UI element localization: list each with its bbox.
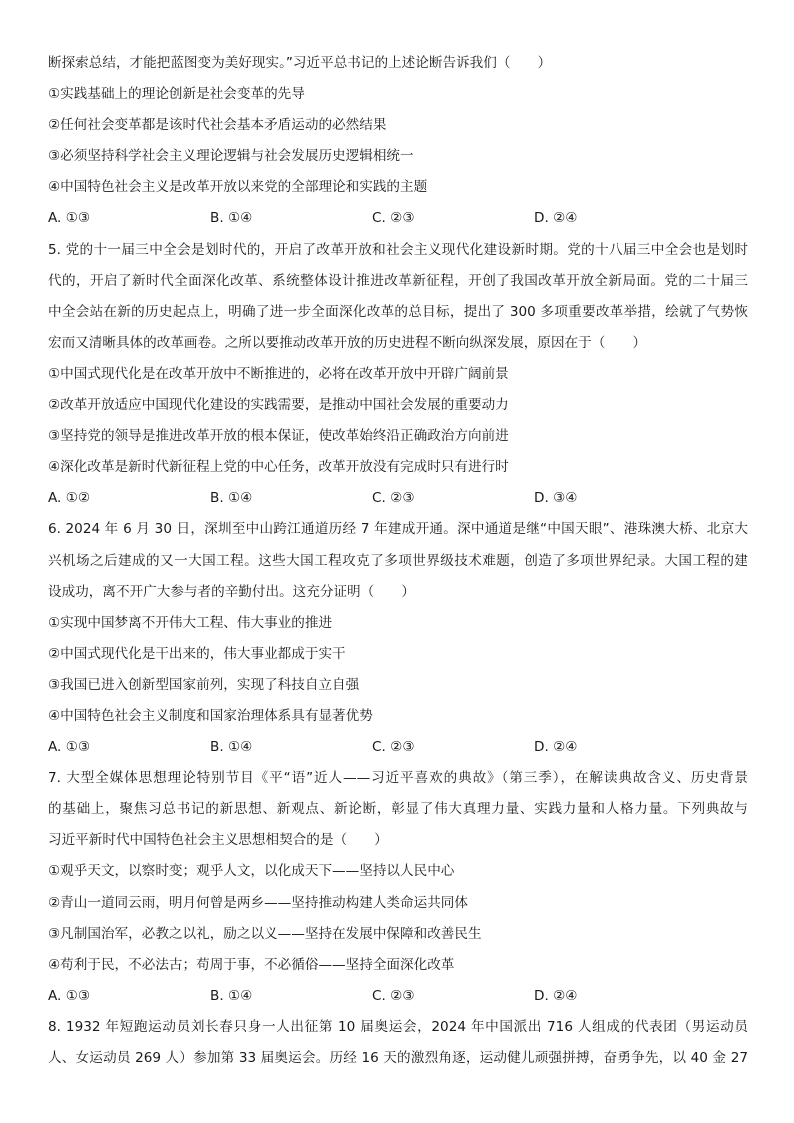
question-7 <box>48 763 748 1012</box>
option-a[interactable]: A. ①③ <box>48 987 91 1004</box>
exam-page <box>48 48 748 1074</box>
question-5 <box>48 235 748 515</box>
statement-2: ②中国式现代化是干出来的，伟大事业都成于实干 <box>48 645 346 662</box>
question-stem-line: 6. 2024 年 6 月 30 日，深圳至中山跨江通道历经 7 年建成开通。深中通道是继“中国天眼”、港珠澳大桥、北京大 <box>48 521 748 538</box>
option-b[interactable]: B. ①④ <box>210 490 253 507</box>
question-stem-line: 的基础上，聚焦习总书记的新思想、新观点、新论断，彰显了伟大真理力量、实践力量和人格力量。下列典故与 <box>48 801 748 818</box>
question-stem-line: 习近平新时代中国特色社会主义思想相契合的是（ ） <box>48 832 388 849</box>
option-d[interactable]: D. ②④ <box>534 210 578 227</box>
option-c[interactable]: C. ②③ <box>372 739 415 756</box>
statement-1: ①观乎天文，以察时变；观乎人文，以化成天下——坚持以人民中心 <box>48 863 455 880</box>
answer-options <box>48 203 748 234</box>
statement-1: ①实现中国梦离不开伟大工程、伟大事业的推进 <box>48 614 333 631</box>
question-stem-line: 代的，开启了新时代全面深化改革、系统整体设计推进改革新征程，开创了我国改革开放全新局面。党的二十届三 <box>48 272 748 289</box>
question-stem-line: 设成功，离不开广大参与者的辛勤付出。这充分证明（ ） <box>48 583 416 600</box>
option-d[interactable]: D. ②④ <box>534 739 578 756</box>
option-c[interactable]: C. ②③ <box>372 987 415 1004</box>
statement-3: ③必须坚持科学社会主义理论逻辑与社会发展历史逻辑相统一 <box>48 148 414 165</box>
option-b[interactable]: B. ①④ <box>210 210 253 227</box>
question-stem-line: 8. 1932 年短跑运动员刘长春只身一人出征第 10 届奥运会，2024 年中国派出 716 人组成的代表团（男运动员 <box>48 1018 748 1035</box>
answer-options <box>48 483 748 514</box>
option-b[interactable]: B. ①④ <box>210 739 253 756</box>
answer-options <box>48 732 748 763</box>
option-c[interactable]: C. ②③ <box>372 490 415 507</box>
question-8 <box>48 1012 748 1074</box>
question-stem-line: 兴机场之后建成的又一大国工程。这些大国工程攻克了多项世界级技术难题，创造了多项世界纪录。大国工程的建 <box>48 552 748 569</box>
answer-options <box>48 981 748 1012</box>
statement-2: ②任何社会变革都是该时代社会基本矛盾运动的必然结果 <box>48 117 387 134</box>
statement-4: ④苟利于民，不必法古；苟周于事，不必循俗——坚持全面深化改革 <box>48 956 455 973</box>
option-d[interactable]: D. ②④ <box>534 987 578 1004</box>
statement-2: ②青山一道同云雨，明月何曾是两乡——坚持推动构建人类命运共同体 <box>48 894 468 911</box>
question-stem-line: 7. 大型全媒体思想理论特别节目《平“语”近人——习近平喜欢的典故》（第三季），在解读典故含义、历史背景 <box>48 770 748 787</box>
statement-1: ①中国式现代化是在改革开放中不断推进的，必将在改革开放中开辟广阔前景 <box>48 365 509 382</box>
statement-3: ③我国已进入创新型国家前列，实现了科技自立自强 <box>48 676 360 693</box>
question-stem-line: 5. 党的十一届三中全会是划时代的，开启了改革开放和社会主义现代化建设新时期。党的十八届三中全会也是划时 <box>48 241 748 258</box>
option-c[interactable]: C. ②③ <box>372 210 415 227</box>
question-stem-line: 断探索总结，才能把蓝图变为美好现实。”习近平总书记的上述论断告诉我们（ ） <box>48 55 552 71</box>
question-stem-line: 人、女运动员 269 人）参加第 33 届奥运会。历经 16 天的激烈角逐，运动健儿顽强拼搏，奋勇争先，以 40 金 27 <box>48 1050 748 1066</box>
option-a[interactable]: A. ①② <box>48 490 91 507</box>
statement-2: ②改革开放适应中国现代化建设的实践需要，是推动中国社会发展的重要动力 <box>48 397 509 414</box>
option-a[interactable]: A. ①③ <box>48 739 91 756</box>
question-6 <box>48 514 748 763</box>
option-a[interactable]: A. ①③ <box>48 210 91 227</box>
statement-4: ④深化改革是新时代新征程上党的中心任务，改革开放没有完成时只有进行时 <box>48 459 509 476</box>
statement-1: ①实践基础上的理论创新是社会变革的先导 <box>48 86 305 103</box>
question-4-continuation <box>48 48 748 235</box>
option-d[interactable]: D. ③④ <box>534 490 578 507</box>
option-b[interactable]: B. ①④ <box>210 987 253 1004</box>
statement-3: ③坚持党的领导是推进改革开放的根本保证，使改革始终沿正确政治方向前进 <box>48 428 509 445</box>
statement-4: ④中国特色社会主义制度和国家治理体系具有显著优势 <box>48 707 373 724</box>
question-stem-line: 中全会站在新的历史起点上，明确了进一步全面深化改革的总目标，提出了 300 多项重要改革举措，绘就了气势恢 <box>48 303 748 320</box>
statement-4: ④中国特色社会主义是改革开放以来党的全部理论和实践的主题 <box>48 179 428 196</box>
statement-3: ③凡制国治军，必教之以礼，励之以义——坚持在发展中保障和改善民生 <box>48 925 482 942</box>
question-stem-line: 宏而又清晰具体的改革画卷。之所以要推动改革开放的历史进程不断向纵深发展，原因在于（ ） <box>48 334 647 351</box>
